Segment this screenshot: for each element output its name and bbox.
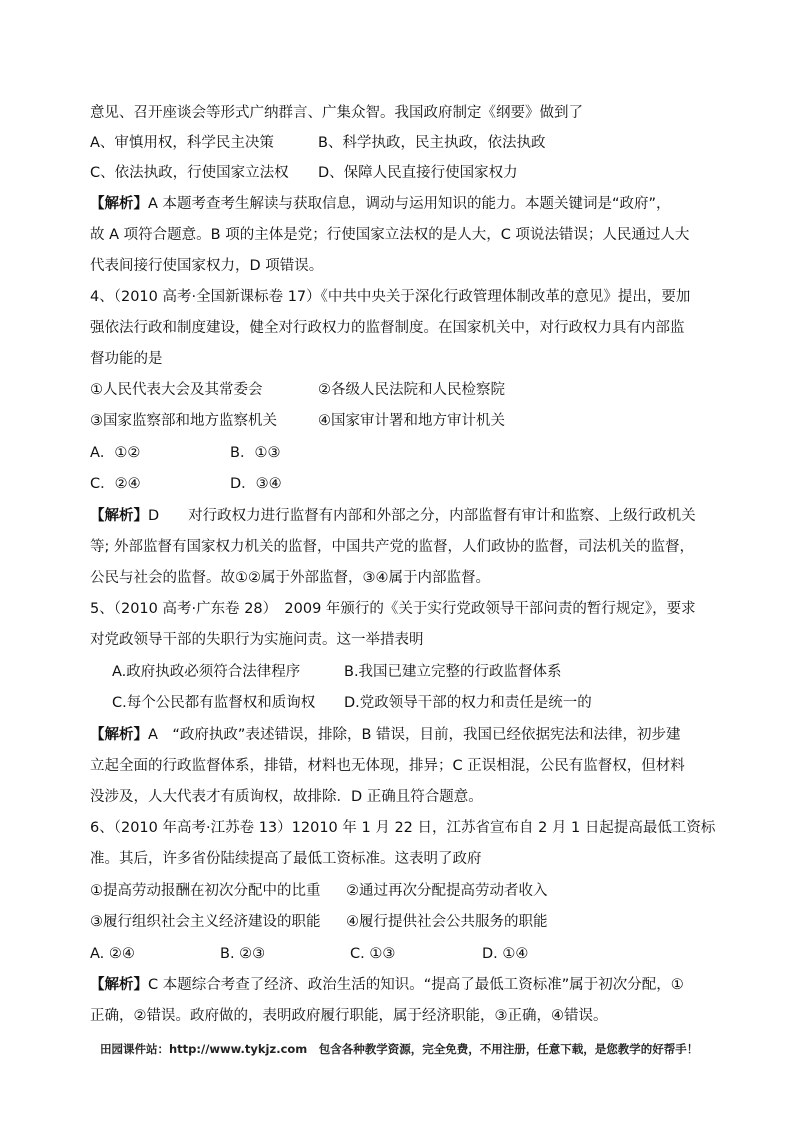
analysis-text: D 对行政权力进行监督有内部和外部之分，内部监督有审计和监察、上级行政机关	[148, 508, 696, 524]
text-line: 等; 外部监督有国家权力机关的监督，中国共产党的监督，人们政协的监督，司法机关的监督，	[90, 539, 694, 555]
option-line	[90, 912, 548, 932]
item-1: ①提高劳动报酬在初次分配中的比重	[90, 883, 321, 899]
option-c: C. ①③	[350, 946, 396, 962]
item-1: ①人民代表大会及其常委会	[90, 382, 263, 398]
option-c: C.每个公民都有监督权和质询权	[112, 695, 316, 711]
text-line: 代表间接行使国家权力，D 项错误。	[90, 258, 324, 274]
analysis-text: A “政府执政”表述错误，排除，B 错误，目前，我国已经依据宪法和法律，初步建	[148, 727, 681, 743]
analysis-tag: 【解析】	[90, 727, 148, 743]
option-a: A、审慎用权，科学民主决策	[90, 135, 274, 151]
question-5: 5、（2010 高考·广东卷 28） 2009 年颁行的《关于实行党政领导干部问责的暂行规定》，要求	[90, 601, 696, 617]
text-line: 督功能的是	[90, 351, 163, 367]
question-4: 4、（2010 高考·全国新课标卷 17）《中共中央关于深化行政管理体制改革的意见》提出，要加	[90, 289, 691, 305]
analysis-tag: 【解析】	[90, 977, 148, 993]
item-4: ④履行提供社会公共服务的职能	[346, 914, 548, 930]
item-3: ③国家监察部和地方监察机关	[90, 413, 277, 429]
option-d: D. ①④	[482, 946, 529, 962]
option-b: B.我国已建立完整的行政监督体系	[344, 664, 562, 680]
option-a: A. ②④	[90, 946, 135, 962]
analysis-line	[90, 975, 684, 995]
option-c: C、依法执政，行使国家立法权	[90, 165, 289, 181]
text-line: 强依法行政和制度建设，健全对行政权力的监督制度。在国家机关中，对行政权力具有内部监	[90, 320, 685, 336]
item-3: ③履行组织社会主义经济建设的职能	[90, 914, 321, 930]
option-c: C．②④	[90, 476, 141, 492]
analysis-text: C 本题综合考查了经济、政治生活的知识。“提高了最低工资标准”属于初次分配，①	[148, 977, 684, 993]
analysis-line	[90, 506, 696, 526]
option-d: D.党政领导干部的权力和责任是统一的	[344, 695, 592, 711]
text-line: 立起全面的行政监督体系，排错，材料也无体现，排异；C 正误相混，公民有监督权，但材料	[90, 758, 685, 774]
option-line	[90, 163, 518, 183]
analysis-tag: 【解析】	[90, 196, 148, 212]
text-line: 正确，②错误。政府做的，表明政府履行职能，属于经济职能，③正确，④错误。	[90, 1008, 608, 1024]
item-2: ②通过再次分配提高劳动者收入	[346, 883, 548, 899]
question-6: 6、（2010 年高考·江苏卷 13）12010 年 1 月 22 日，江苏省宣布自 2 月 1 日起提高最低工资标	[90, 820, 716, 836]
option-line	[90, 944, 529, 964]
option-d: D．③④	[230, 476, 282, 492]
option-b: B. ②③	[220, 946, 266, 962]
option-line	[90, 474, 282, 494]
text-line: 没涉及，人大代表才有质询权，故排除．D 正确且符合题意。	[90, 789, 483, 805]
text-line: 准。其后，许多省份陆续提高了最低工资标准。这表明了政府	[90, 851, 482, 867]
text-line: 意见、召开座谈会等形式广纳群言、广集众智。我国政府制定《纲要》做到了	[90, 105, 583, 121]
analysis-tag: 【解析】	[90, 508, 148, 524]
option-d: D、保障人民直接行使国家权力	[318, 165, 518, 181]
option-a: A.政府执政必须符合法律程序	[112, 664, 301, 680]
page-footer: 田园课件站：http://www.tykjz.com 包含各种教学资源，完全免费，不用注册，任意下载，是您教学的好帮手！	[100, 1042, 699, 1056]
text-line: 公民与社会的监督。故①②属于外部监督，③④属于内部监督。	[90, 570, 490, 586]
analysis-line	[90, 194, 671, 214]
analysis-text: A 本题考查考生解读与获取信息，调动与运用知识的能力。本题关键词是“政府”，	[148, 196, 671, 212]
option-line	[112, 662, 562, 682]
option-line	[112, 693, 592, 713]
analysis-line	[90, 725, 681, 745]
option-line	[90, 380, 505, 400]
item-4: ④国家审计署和地方审计机关	[318, 413, 505, 429]
option-line	[90, 881, 548, 901]
text-line: 对党政领导干部的失职行为实施问责。这一举措表明	[90, 632, 424, 648]
option-a: A．①②	[90, 445, 141, 461]
option-b: B、科学执政，民主执政，依法执政	[318, 135, 546, 151]
option-line	[90, 443, 281, 463]
option-b: B．①③	[230, 445, 281, 461]
text-line: 故 A 项符合题意。B 项的主体是党；行使国家立法权的是人大，C 项说法错误；人民通过人大	[90, 227, 690, 243]
option-line	[90, 133, 546, 153]
item-2: ②各级人民法院和人民检察院	[318, 382, 505, 398]
option-line	[90, 411, 505, 431]
